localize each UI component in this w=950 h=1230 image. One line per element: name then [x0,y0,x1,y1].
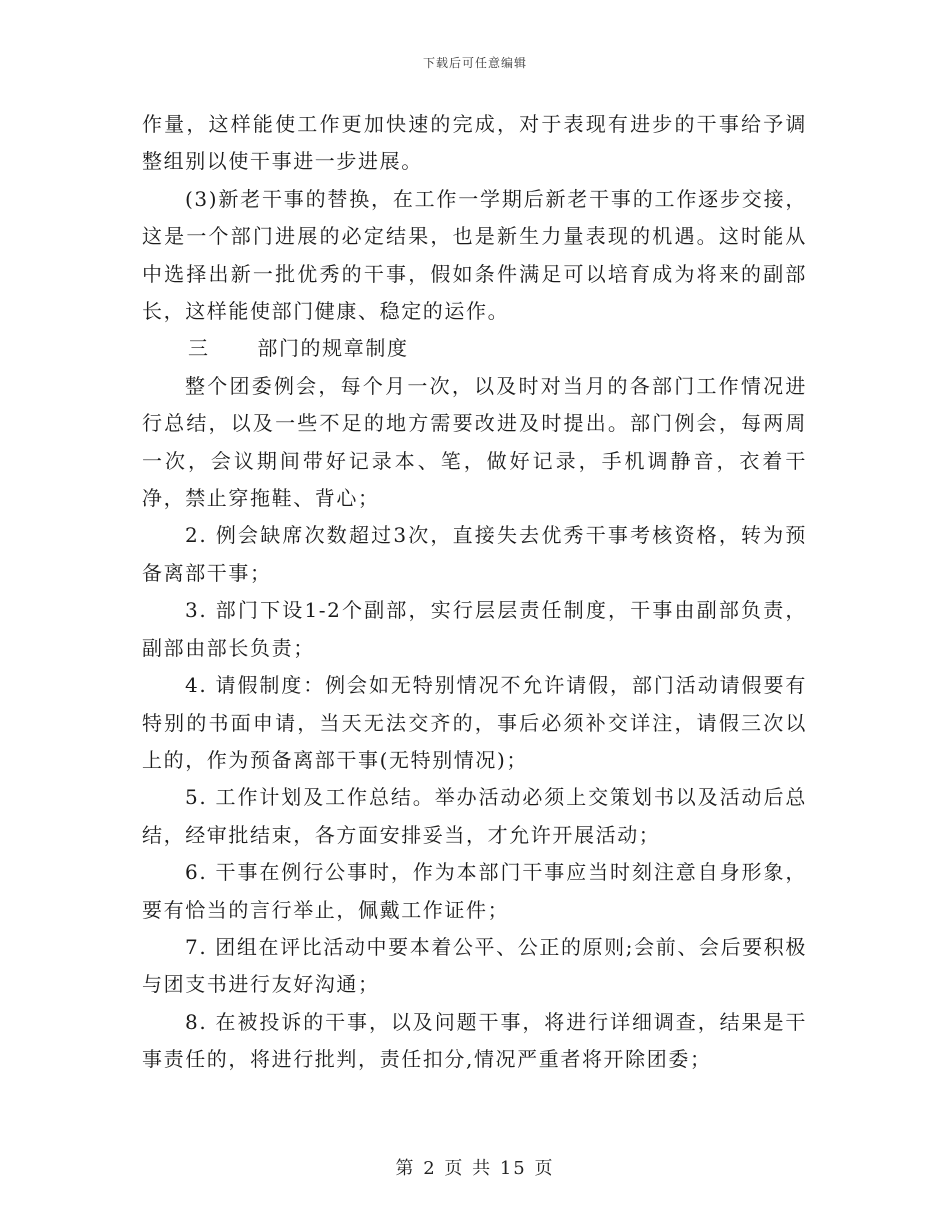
paragraph-rule-3: 3. 部门下设1-2个副部，实行层层责任制度，干事由副部负责，副部由部长负责； [142,598,807,660]
paragraph-rule-7: 7. 团组在评比活动中要本着公平、公正的原则;会前、会后要积极与团支书进行友好沟通； [142,934,807,997]
paragraph-rule-5: 5. 工作计划及工作总结。举办活动必须上交策划书以及活动后总结，经审批结束，各方面安排妥当，才允许开展活动； [142,785,807,847]
document-body [142,106,807,1079]
page-footer: 第 2 页 共 15 页 [395,1158,555,1179]
section-heading: 三 部门的规章制度 [188,336,409,361]
page-header: 下载后可任意编辑 [422,56,527,70]
paragraph-rule-8: 8. 在被投诉的干事，以及问题干事，将进行详细调查，结果是干事责任的，将进行批判，责任扣分,情况严重者将开除团委； [142,1009,807,1072]
paragraph-continuation: 作量，这样能使工作更加快速的完成，对于表现有进步的干事给予调整组别以使干事进一步进展。 [142,112,807,174]
paragraph-rule-2: 2. 例会缺席次数超过3次，直接失去优秀干事考核资格，转为预备离部干事； [142,523,807,585]
paragraph-meeting-rules: 整个团委例会，每个月一次，以及时对当月的各部门工作情况进行总结，以及一些不足的地方需要改进及时提出。部门例会，每两周一次，会议期间带好记录本、笔，做好记录，手机调静音，衣着干净，禁止穿拖鞋、背心； [142,373,807,511]
paragraph-rule-6: 6. 干事在例行公事时，作为本部门干事应当时刻注意自身形象，要有恰当的言行举止，佩戴工作证件； [142,860,807,922]
paragraph-rule-4: 4. 请假制度：例会如无特别情况不允许请假，部门活动请假要有特别的书面申请，当天无法交齐的，事后必须补交详注，请假三次以上的，作为预备离部干事(无特别情况)； [142,673,807,772]
paragraph-item-3: (3)新老干事的替换，在工作一学期后新老干事的工作逐步交接，这是一个部门进展的必定结果，也是新生力量表现的机遇。这时能从中选择出新一批优秀的干事，假如条件满足可以培育成为将来的副部长，这样能使部门健康、稳定的运作。 [142,186,807,324]
